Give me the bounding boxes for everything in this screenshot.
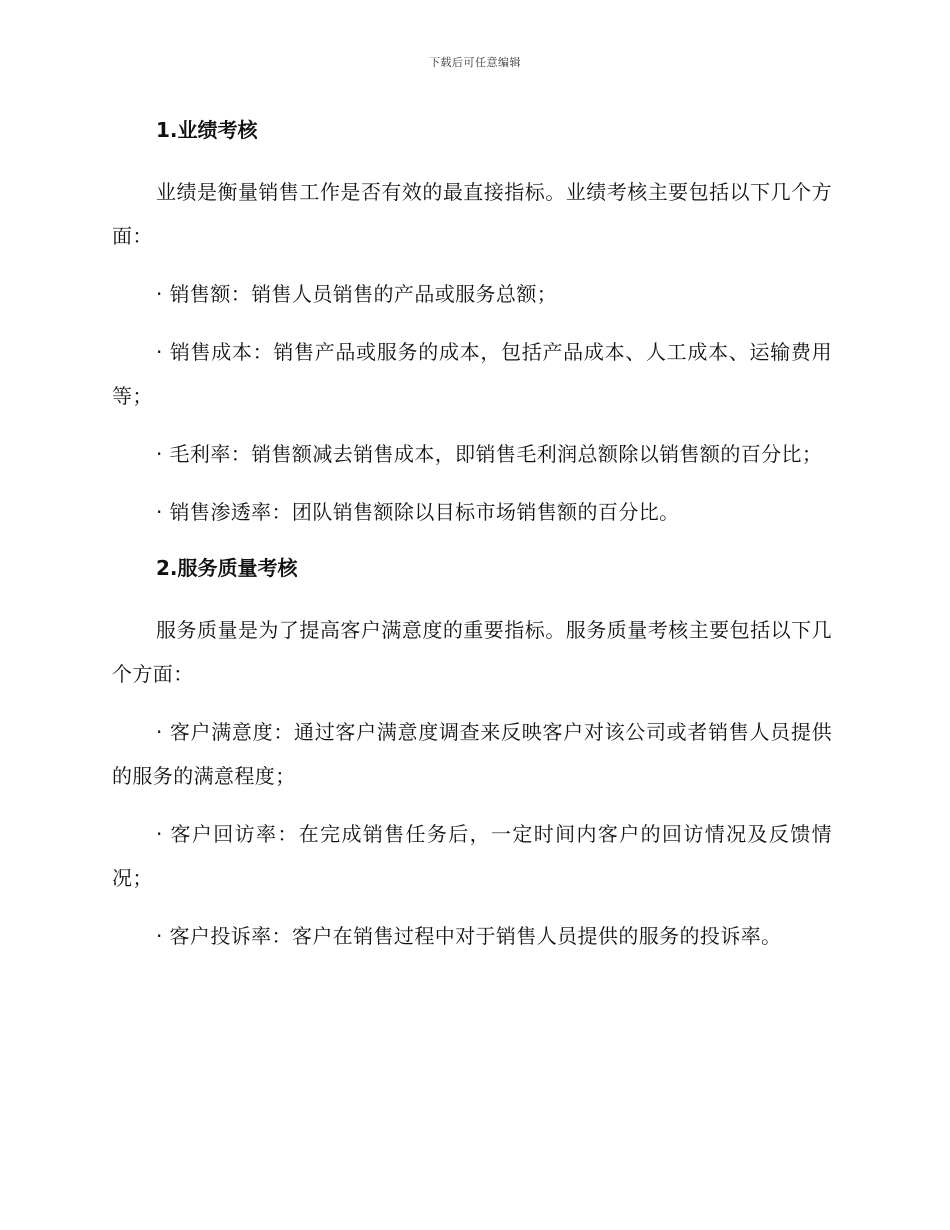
bullet-customer-complaint-rate: · 客户投诉率：客户在销售过程中对于销售人员提供的服务的投诉率。 xyxy=(156,924,782,948)
section-heading-service-quality: 2.服务质量考核 xyxy=(156,556,298,580)
page-header: 下载后可任意编辑 xyxy=(429,56,521,69)
bullet-sales-cost: · 销售成本：销售产品或服务的成本，包括产品成本、人工成本、运输费用等； xyxy=(112,340,832,408)
section-intro-service-quality: 服务质量是为了提高客户满意度的重要指标。服务质量考核主要包括以下几个方面： xyxy=(112,618,832,686)
section-intro-performance: 业绩是衡量销售工作是否有效的最直接指标。业绩考核主要包括以下几个方面： xyxy=(112,180,832,248)
bullet-gross-margin: · 毛利率：销售额减去销售成本，即销售毛利润总额除以销售额的百分比； xyxy=(156,442,823,466)
bullet-sales-amount: · 销售额：销售人员销售的产品或服务总额； xyxy=(156,282,558,306)
bullet-sales-penetration: · 销售渗透率：团队销售额除以目标市场销售额的百分比。 xyxy=(156,500,680,524)
section-heading-performance: 1.业绩考核 xyxy=(156,118,258,142)
document-body xyxy=(112,110,832,972)
bullet-customer-revisit-rate: · 客户回访率：在完成销售任务后，一定时间内客户的回访情况及反馈情况； xyxy=(112,822,832,890)
bullet-customer-satisfaction: · 客户满意度：通过客户满意度调查来反映客户对该公司或者销售人员提供的服务的满意程度； xyxy=(112,720,832,788)
